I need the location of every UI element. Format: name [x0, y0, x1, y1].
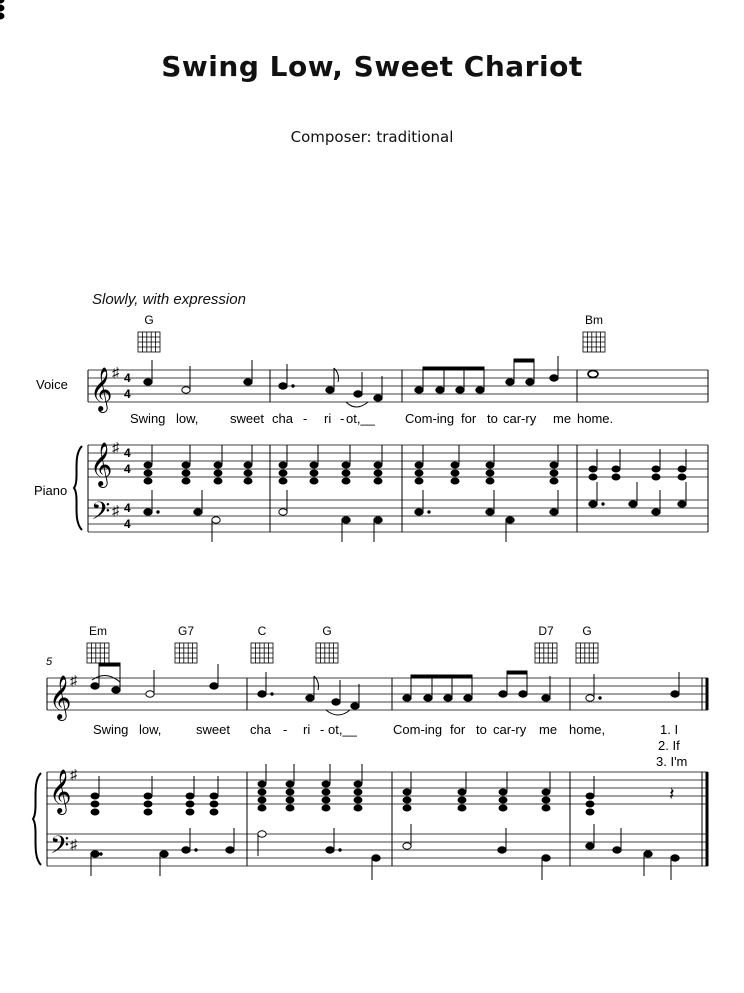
piano-bass-staff-1	[88, 500, 708, 532]
lyric-syllable: for	[461, 411, 477, 426]
chord-note	[451, 478, 459, 484]
chord-note	[550, 462, 558, 468]
lyrics-2	[93, 722, 687, 769]
voice-notes-1	[144, 356, 598, 407]
chord-note	[286, 781, 294, 787]
piano-brace	[74, 446, 82, 530]
svg-text:4: 4	[124, 501, 131, 515]
chord-note	[322, 797, 330, 803]
voice-label: Voice	[36, 377, 68, 392]
chord-note	[374, 470, 382, 476]
verse-pickup: 3. I'm	[656, 754, 688, 769]
piano-bass-notes-2	[91, 824, 679, 880]
tempo-marking: Slowly, with expression	[92, 291, 246, 308]
composer-credit: Composer: traditional	[290, 128, 454, 146]
chord-note	[210, 801, 218, 807]
svg-text:♯: ♯	[112, 502, 119, 518]
voice-staff-1	[88, 370, 708, 402]
svg-text:𝄞: 𝄞	[49, 771, 72, 813]
chord-note	[144, 478, 152, 484]
time-signatures-1	[124, 371, 131, 531]
chord-note	[499, 789, 507, 795]
chord-note	[354, 781, 362, 787]
piano-brace-2	[33, 773, 41, 865]
chord-note	[586, 809, 594, 815]
chord-note	[244, 462, 252, 468]
chord-note	[258, 789, 266, 795]
chord-note	[486, 470, 494, 476]
svg-text:♯: ♯	[70, 672, 77, 688]
piano-bass-notes-1	[144, 482, 686, 542]
svg-text:♯: ♯	[112, 364, 119, 380]
chord-note	[214, 478, 222, 484]
lyric-syllable: home.	[577, 411, 614, 426]
chord-note	[286, 789, 294, 795]
chord-note	[451, 470, 459, 476]
lyric-syllable: ri	[324, 411, 332, 426]
chord-note	[542, 789, 550, 795]
svg-text:𝄞: 𝄞	[90, 444, 113, 486]
chord-note	[258, 781, 266, 787]
chord-note	[354, 797, 362, 803]
lyric-syllable: -	[303, 411, 308, 426]
chord-note	[403, 797, 411, 803]
chord-note	[451, 462, 459, 468]
chord-note	[499, 797, 507, 803]
lyric-syllable: Com-ing	[405, 411, 455, 426]
chord-symbol: Bm	[585, 313, 603, 327]
chord-note	[186, 801, 194, 807]
chord-note	[586, 793, 594, 799]
svg-text:4: 4	[124, 446, 131, 460]
chord-note	[214, 470, 222, 476]
chord-note	[652, 474, 660, 480]
lyric-syllable: Swing	[130, 411, 166, 426]
chord-note	[279, 470, 287, 476]
chord-note	[144, 470, 152, 476]
piano-label: Piano	[34, 483, 68, 498]
lyric-syllable: -	[340, 411, 345, 426]
chord-note	[286, 805, 294, 811]
system-1	[74, 370, 708, 532]
chord-note	[342, 462, 350, 468]
piano-treble-chords-1	[0, 0, 4, 19]
svg-text:𝄞: 𝄞	[49, 677, 72, 719]
chord-note	[458, 805, 466, 811]
svg-text:♯: ♯	[70, 836, 77, 852]
lyric-syllable: sweet	[196, 722, 230, 737]
lyrics-1	[130, 411, 613, 426]
lyric-syllable: home,	[569, 722, 606, 737]
clefs-system-1	[90, 368, 112, 531]
chord-note	[244, 470, 252, 476]
system-2	[33, 678, 708, 866]
chord-note	[182, 462, 190, 468]
chord-note	[210, 809, 218, 815]
chord-diagrams-1	[144, 313, 603, 327]
clefs-system-2	[49, 676, 71, 865]
chord-note	[186, 793, 194, 799]
lyric-syllable: me	[553, 411, 572, 426]
chord-symbol: G7	[177, 624, 195, 638]
lyric-syllable: car-ry	[493, 722, 527, 737]
chord-note	[542, 797, 550, 803]
chord-note	[486, 478, 494, 484]
chord-note	[342, 478, 350, 484]
verse-pickup: 2. If	[658, 738, 680, 753]
lyric-syllable: car-ry	[503, 411, 537, 426]
chord-note	[214, 462, 222, 468]
chord-note	[415, 478, 423, 484]
chord-note	[342, 470, 350, 476]
chord-note	[499, 805, 507, 811]
chord-note	[550, 470, 558, 476]
chord-note	[322, 781, 330, 787]
svg-text:𝄞: 𝄞	[90, 369, 113, 411]
chord-note	[458, 797, 466, 803]
chord-note	[186, 809, 194, 815]
chord-note	[310, 462, 318, 468]
chord-note	[91, 793, 99, 799]
chord-note	[612, 474, 620, 480]
chord-note	[486, 462, 494, 468]
chord-note	[652, 466, 660, 472]
svg-text:♯: ♯	[70, 766, 77, 782]
chord-note	[354, 805, 362, 811]
lyric-syllable: Com-ing	[393, 722, 443, 737]
voice-notes-2	[91, 663, 679, 715]
lyric-syllable: Swing	[93, 722, 129, 737]
chord-note	[279, 462, 287, 468]
chord-note	[374, 462, 382, 468]
chord-note	[144, 793, 152, 799]
chord-note	[310, 478, 318, 484]
lyric-syllable: ot,__	[346, 411, 375, 426]
chord-note	[258, 805, 266, 811]
chord-note	[91, 801, 99, 807]
chord-note	[182, 478, 190, 484]
chord-note	[612, 466, 620, 472]
lyric-syllable: cha	[272, 411, 293, 426]
svg-text:𝄢: 𝄢	[50, 832, 70, 865]
chord-note	[91, 809, 99, 815]
lyric-syllable: ri	[303, 722, 311, 737]
chord-note	[374, 478, 382, 484]
lyric-syllable: low,	[139, 722, 162, 737]
lyric-syllable: me	[539, 722, 558, 737]
lyric-syllable: -	[320, 722, 325, 737]
lyric-syllable: ot,__	[328, 722, 357, 737]
lyric-syllable: for	[450, 722, 466, 737]
quarter-rest: 𝄽	[669, 784, 675, 804]
svg-text:♯: ♯	[112, 439, 119, 455]
lyric-syllable: sweet	[230, 411, 264, 426]
lyric-syllable: to	[487, 411, 498, 426]
measure-number: 5	[46, 656, 53, 668]
chord-note	[415, 470, 423, 476]
chord-note	[589, 466, 597, 472]
chord-note	[403, 805, 411, 811]
chord-note	[415, 462, 423, 468]
svg-text:4: 4	[124, 517, 131, 531]
chord-note	[144, 462, 152, 468]
chord-note	[542, 805, 550, 811]
svg-text:4: 4	[124, 462, 131, 476]
verse-pickup: 1. I	[660, 722, 679, 737]
lyric-syllable: low,	[176, 411, 199, 426]
chord-note	[354, 789, 362, 795]
chord-note	[322, 805, 330, 811]
chord-note	[286, 797, 294, 803]
score-title: Swing Low, Sweet Chariot	[161, 50, 583, 83]
svg-text:𝄢: 𝄢	[91, 498, 111, 531]
chord-symbol: G	[322, 624, 332, 638]
chord-note	[586, 801, 594, 807]
svg-text:4: 4	[124, 387, 131, 401]
chord-note	[310, 470, 318, 476]
key-signatures-1	[112, 364, 120, 518]
chord-note	[279, 478, 287, 484]
lyric-syllable: to	[476, 722, 487, 737]
chord-diagrams-2	[89, 624, 592, 638]
chord-note	[144, 801, 152, 807]
lyric-syllable: -	[283, 722, 288, 737]
chord-symbol: C	[257, 624, 267, 638]
chord-grids-2	[87, 643, 598, 663]
chord-symbol: G	[582, 624, 592, 638]
chord-note	[678, 474, 686, 480]
chord-note	[589, 474, 597, 480]
chord-note	[550, 478, 558, 484]
chord-note	[678, 466, 686, 472]
chord-grids-1	[138, 332, 605, 352]
chord-symbol: D7	[538, 624, 554, 638]
chord-note	[322, 789, 330, 795]
chord-note	[403, 789, 411, 795]
chord-symbol: Em	[89, 624, 107, 638]
chord-note	[210, 793, 218, 799]
chord-note	[144, 809, 152, 815]
lyric-syllable: cha	[250, 722, 271, 737]
svg-text:4: 4	[124, 371, 131, 385]
chord-note	[458, 789, 466, 795]
chord-symbol: G	[144, 313, 154, 327]
chord-note	[244, 478, 252, 484]
chord-note	[182, 470, 190, 476]
chord-note	[258, 797, 266, 803]
